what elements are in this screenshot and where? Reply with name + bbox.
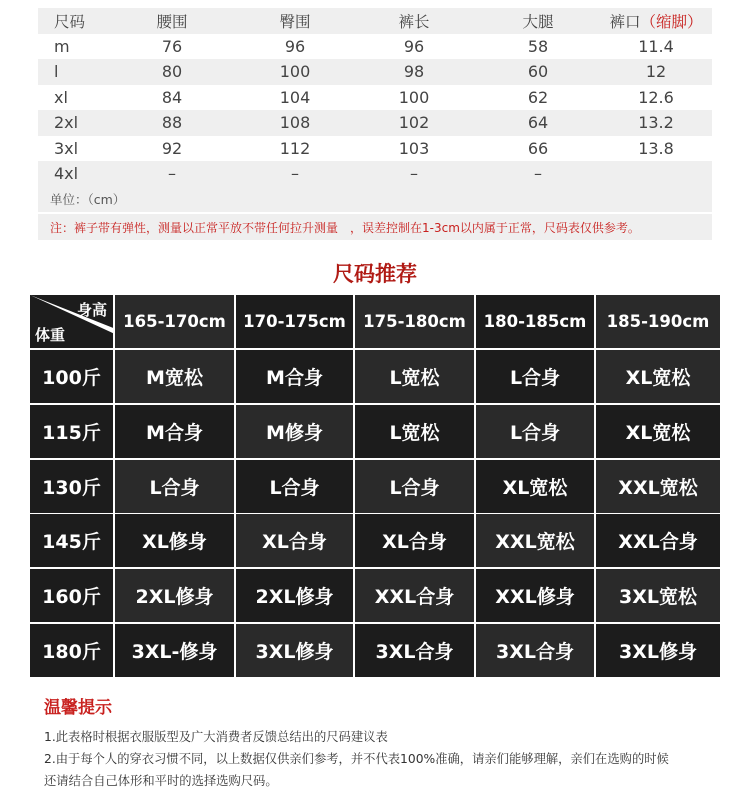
size-recommendation: 3XL合身: [476, 624, 594, 677]
cell-hip: –: [291, 164, 299, 184]
table-row: [38, 136, 712, 162]
weight-label: 180斤: [30, 624, 113, 677]
size-recommendation: XL合身: [236, 514, 353, 567]
cell-size: 4xl: [54, 164, 79, 184]
table-row: [38, 85, 712, 111]
size-recommendation: XL修身: [115, 514, 234, 567]
tips-title: 温馨提示: [44, 698, 112, 718]
cell-thigh: 60: [527, 62, 549, 82]
cell-waist: 84: [161, 87, 183, 107]
cell-thigh: 62: [527, 87, 549, 107]
tips-section: [44, 693, 724, 792]
recommendation-row: [30, 460, 720, 513]
cell-length: 102: [398, 113, 430, 133]
height-header: 175-180cm: [355, 295, 474, 348]
corner-weight-label: 体重: [35, 326, 66, 344]
cell-leg-opening: 12: [645, 62, 667, 82]
weight-label: 145斤: [30, 514, 113, 567]
corner-height-label: 身高: [76, 301, 107, 319]
recommendation-grid: [30, 295, 720, 680]
tip-line: 1.此表格时根据衣服版型及广大消费者反馈总结出的尺码建议表: [44, 730, 388, 744]
size-recommendation: L宽松: [355, 350, 474, 403]
recommendation-row: [30, 514, 720, 567]
weight-label: 100斤: [30, 350, 113, 403]
height-header: 170-175cm: [236, 295, 353, 348]
height-header: 180-185cm: [476, 295, 594, 348]
table-row: [38, 34, 712, 60]
size-recommendation: L合身: [355, 460, 474, 513]
size-table-header: [38, 8, 712, 34]
cell-length: 98: [403, 62, 425, 82]
header-thigh: 大腿: [522, 12, 554, 31]
recommendation-header-row: [30, 295, 720, 348]
corner-cell: [30, 295, 113, 348]
cell-size: xl: [54, 87, 68, 107]
cell-hip: 104: [279, 87, 311, 107]
cell-thigh: 64: [527, 113, 549, 133]
height-header: 165-170cm: [115, 295, 234, 348]
cell-hip: 108: [279, 113, 311, 133]
cell-length: 103: [398, 138, 430, 158]
size-recommendation: L宽松: [355, 405, 474, 458]
header-hip: 臀围: [279, 12, 311, 31]
cell-leg-opening: 12.6: [638, 87, 674, 107]
cell-thigh: –: [534, 164, 542, 184]
size-recommendation: 3XL修身: [596, 624, 720, 677]
size-table: [38, 8, 712, 240]
cell-hip: 96: [284, 36, 306, 56]
cell-hip: 112: [279, 138, 311, 158]
cell-leg-opening: 11.4: [638, 36, 674, 56]
size-recommendation: 3XL合身: [355, 624, 474, 677]
table-row: [38, 161, 712, 187]
size-recommendation: M修身: [236, 405, 353, 458]
table-row: [38, 110, 712, 136]
weight-label: 115斤: [30, 405, 113, 458]
header-leg-opening: [600, 10, 712, 32]
size-recommendation: L合身: [476, 350, 594, 403]
size-recommendation: 2XL修身: [115, 569, 234, 622]
size-recommendation: 2XL修身: [236, 569, 353, 622]
size-recommendation: 3XL修身: [236, 624, 353, 677]
size-recommendation: M合身: [236, 350, 353, 403]
unit-label: 单位：（cm）: [38, 187, 712, 213]
size-recommendation: XXL宽松: [476, 514, 594, 567]
cell-thigh: 58: [527, 36, 549, 56]
size-recommendation: XXL修身: [476, 569, 594, 622]
weight-label: 130斤: [30, 460, 113, 513]
cell-waist: 76: [161, 36, 183, 56]
tip-line: 还请结合自己体形和平时的选择选购尺码。: [44, 774, 278, 788]
tip-line: 2.由于每个人的穿衣习惯不同，以上数据仅供亲们参考，并不代表100%准确，请亲们能够理解，亲们在选购的时候: [44, 752, 669, 766]
size-recommendation: XL宽松: [596, 350, 720, 403]
size-recommendation: XXL合身: [596, 514, 720, 567]
table-row: [38, 59, 712, 85]
size-recommendation: L合身: [115, 460, 234, 513]
cell-waist: 92: [161, 138, 183, 158]
cell-size: 3xl: [54, 138, 79, 158]
recommendation-row: [30, 405, 720, 458]
header-leg-opening-label: 裤口: [609, 12, 641, 31]
recommendation-row: [30, 624, 720, 677]
size-recommendation: XXL合身: [355, 569, 474, 622]
header-size: 尺码: [54, 12, 86, 31]
cell-thigh: 66: [527, 138, 549, 158]
cell-size: l: [54, 62, 59, 82]
size-recommendation: M宽松: [115, 350, 234, 403]
cell-length: 96: [403, 36, 425, 56]
recommendation-row: [30, 350, 720, 403]
cell-leg-opening: 13.2: [638, 113, 674, 133]
size-recommendation: M合身: [115, 405, 234, 458]
weight-label: 160斤: [30, 569, 113, 622]
cell-length: –: [410, 164, 418, 184]
cell-leg-opening: 13.8: [638, 138, 674, 158]
recommendation-title: 尺码推荐: [333, 262, 417, 286]
cell-size: m: [54, 36, 70, 56]
size-recommendation: 3XL-修身: [115, 624, 234, 677]
height-header: 185-190cm: [596, 295, 720, 348]
cell-waist: –: [168, 164, 176, 184]
size-recommendation: L合身: [236, 460, 353, 513]
size-recommendation: XL宽松: [596, 405, 720, 458]
size-recommendation: L合身: [476, 405, 594, 458]
header-leg-opening-suffix: （缩脚）: [640, 12, 703, 31]
size-recommendation: XL宽松: [476, 460, 594, 513]
header-length: 裤长: [398, 12, 430, 31]
size-note: 注：裤子带有弹性，测量以正常平放不带任何拉升测量 ，误差控制在1-3cm以内属于正常，尺码表仅供参考。: [38, 214, 712, 240]
size-recommendation: XL合身: [355, 514, 474, 567]
cell-size: 2xl: [54, 113, 79, 133]
cell-hip: 100: [279, 62, 311, 82]
cell-waist: 80: [161, 62, 183, 82]
cell-waist: 88: [161, 113, 183, 133]
recommendation-row: [30, 569, 720, 622]
cell-length: 100: [398, 87, 430, 107]
header-waist: 腰围: [156, 12, 188, 31]
size-recommendation: 3XL宽松: [596, 569, 720, 622]
size-recommendation: XXL宽松: [596, 460, 720, 513]
